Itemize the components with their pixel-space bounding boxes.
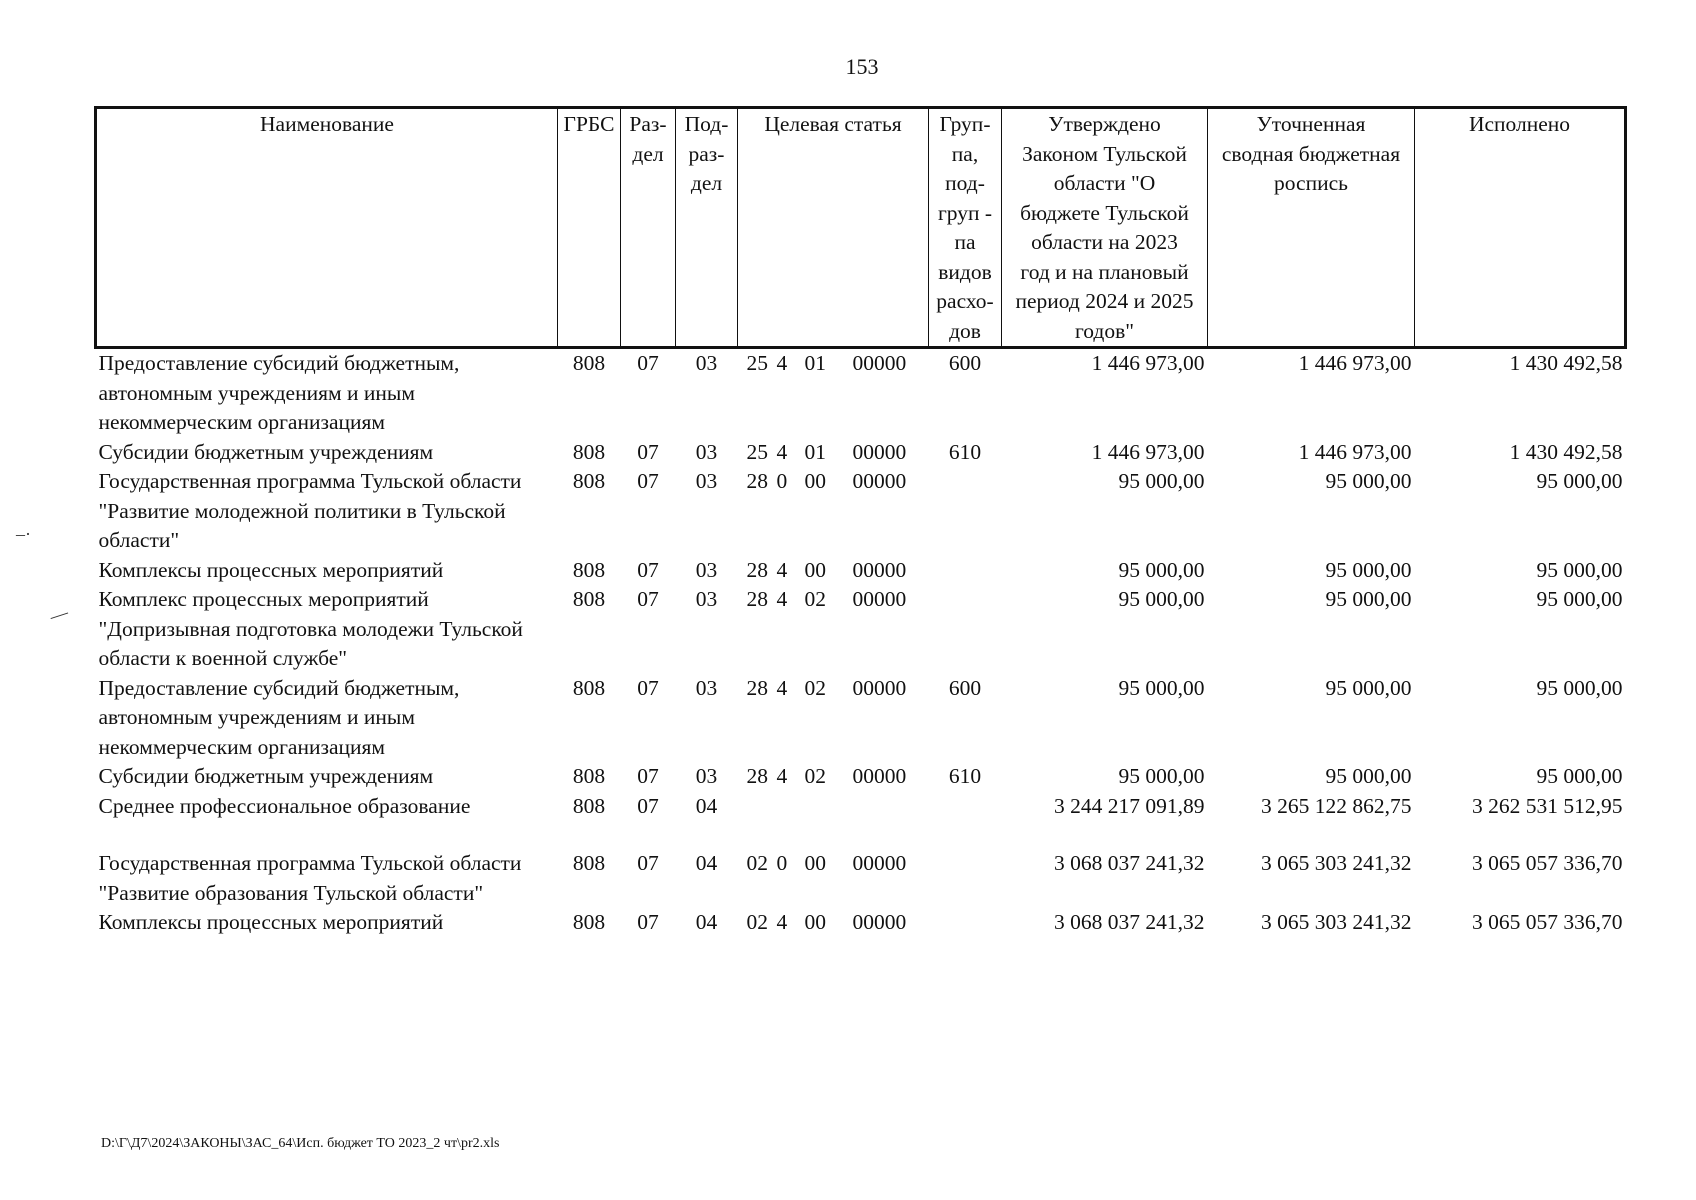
row-executed: 3 262 531 512,95 <box>1472 793 1623 818</box>
row-executed: 95 000,00 <box>1536 557 1623 582</box>
row-group <box>929 556 1002 586</box>
row-podrazdel: 03 <box>695 557 718 582</box>
row-article <box>738 792 929 850</box>
row-podrazdel: 04 <box>695 793 718 818</box>
article-part-a3: 02 <box>804 587 826 611</box>
row-razdel: 07 <box>637 764 659 788</box>
row-executed: 1 430 492,58 <box>1509 351 1623 375</box>
article-part-a1: 28 <box>746 557 768 582</box>
row-grbs: 808 <box>572 851 606 875</box>
row-executed: 3 065 057 336,70 <box>1472 910 1623 934</box>
row-razdel: 07 <box>637 469 659 493</box>
row-article <box>738 438 929 468</box>
article-part-a4: 00000 <box>852 557 907 582</box>
row-approved: 1 446 973,00 <box>1091 351 1205 375</box>
file-path: D:\Г\Д7\2024\ЗАКОНЫ\ЗАС_64\Исп. бюджет ТО 2023_2 чт\pr2.xls <box>101 1136 500 1151</box>
row-refined: 1 446 973,00 <box>1298 439 1412 464</box>
article-part-a2: 0 <box>776 469 788 493</box>
table-row <box>96 467 1626 556</box>
header-approved: Утверждено Законом Тульской области "О бюджете Тульской области на 2023 год и на плановый период 2024 и 2025 годов" <box>1002 108 1208 348</box>
row-grbs: 808 <box>572 351 606 375</box>
article-part-a4: 00000 <box>852 764 907 788</box>
row-name: Субсидии бюджетным учреждениям <box>98 764 434 788</box>
article-part-a4: 00000 <box>852 675 907 700</box>
article-part-a2: 4 <box>776 587 788 611</box>
article-part-a4: 00000 <box>852 851 907 875</box>
header-razdel: Раз- дел <box>621 108 676 348</box>
row-razdel: 07 <box>637 851 659 875</box>
header-group: Груп- па, под- груп - па видов расхо- дов <box>929 108 1002 348</box>
article-part-a4: 00000 <box>852 439 907 464</box>
row-executed: 95 000,00 <box>1536 587 1623 611</box>
row-podrazdel: 04 <box>695 910 718 934</box>
article-part-a2: 4 <box>776 675 788 700</box>
row-grbs: 808 <box>572 675 606 700</box>
article-part-a3: 02 <box>804 764 826 788</box>
row-refined: 3 065 303 241,32 <box>1261 851 1412 875</box>
row-executed: 1 430 492,58 <box>1509 439 1623 464</box>
row-article <box>738 585 929 674</box>
row-refined: 3 065 303 241,32 <box>1261 910 1412 934</box>
article-part-a2: 0 <box>776 851 788 875</box>
article-part-a4: 00000 <box>852 587 907 611</box>
row-name: Комплексы процессных мероприятий <box>98 910 444 934</box>
row-refined: 95 000,00 <box>1325 557 1412 582</box>
row-group <box>929 792 1002 850</box>
article-part-a1: 02 <box>746 851 768 875</box>
header-grbs: ГРБС <box>558 108 621 348</box>
row-razdel: 07 <box>637 351 659 375</box>
article-part-a3: 01 <box>804 439 826 464</box>
row-razdel: 07 <box>637 557 659 582</box>
row-group: 600 <box>948 351 982 375</box>
row-grbs: 808 <box>572 439 606 464</box>
article-part-a3: 02 <box>804 675 826 700</box>
row-razdel: 07 <box>637 439 659 464</box>
article-part-a2: 4 <box>776 439 788 464</box>
table-row <box>96 585 1626 674</box>
table-row <box>96 674 1626 763</box>
row-name: Предоставление субсидий бюджетным, автономным учреждениям и иным некоммерческим организациям <box>98 675 460 759</box>
row-name: Предоставление субсидий бюджетным, автономным учреждениям и иным некоммерческим организациям <box>98 351 460 434</box>
article-part-a1: 25 <box>746 351 768 375</box>
article-part-a2: 4 <box>776 351 788 375</box>
row-podrazdel: 03 <box>695 351 718 375</box>
row-approved: 3 244 217 091,89 <box>1054 793 1205 818</box>
row-podrazdel: 03 <box>695 439 718 464</box>
row-article <box>738 556 929 586</box>
row-name: Комплексы процессных мероприятий <box>98 557 444 582</box>
row-refined: 95 000,00 <box>1325 587 1412 611</box>
article-part-a3: 01 <box>804 351 826 375</box>
article-part-a3: 00 <box>804 851 826 875</box>
article-part-a4: 00000 <box>852 910 907 934</box>
article-part-a1: 28 <box>746 764 768 788</box>
header-refined: Уточненная сводная бюджетная роспись <box>1208 108 1415 348</box>
table-row <box>96 849 1626 908</box>
article-part-a1: 25 <box>746 439 768 464</box>
row-razdel: 07 <box>637 910 659 934</box>
row-approved: 95 000,00 <box>1118 587 1205 611</box>
row-group: 600 <box>948 675 982 700</box>
row-refined: 3 265 122 862,75 <box>1261 793 1412 818</box>
row-grbs: 808 <box>572 764 606 788</box>
row-name: Среднее профессиональное образование <box>98 793 471 818</box>
row-grbs: 808 <box>572 910 606 934</box>
article-part-a4: 00000 <box>852 469 907 493</box>
row-grbs: 808 <box>572 557 606 582</box>
table-row <box>96 438 1626 468</box>
margin-mark: –· <box>16 524 31 544</box>
header-executed: Исполнено <box>1415 108 1626 348</box>
row-article <box>738 908 929 938</box>
row-group <box>929 467 1002 556</box>
row-group: 610 <box>948 439 982 464</box>
row-refined: 95 000,00 <box>1325 675 1412 700</box>
row-group <box>929 908 1002 938</box>
table-row <box>96 908 1626 938</box>
article-part-a2: 4 <box>776 764 788 788</box>
row-razdel: 07 <box>637 675 659 700</box>
row-approved: 95 000,00 <box>1118 675 1205 700</box>
row-approved: 95 000,00 <box>1118 469 1205 493</box>
article-part-a1: 28 <box>746 587 768 611</box>
row-razdel: 07 <box>637 793 659 818</box>
margin-mark: — <box>47 601 71 627</box>
row-name: Государственная программа Тульской области "Развитие молодежной политики в Тульской области" <box>98 469 522 552</box>
row-group <box>929 849 1002 908</box>
row-refined: 95 000,00 <box>1325 764 1412 788</box>
article-part-a1: 28 <box>746 675 768 700</box>
header-article: Целевая статья <box>738 108 929 348</box>
row-approved: 95 000,00 <box>1118 764 1205 788</box>
table-body <box>96 348 1626 938</box>
row-article <box>738 849 929 908</box>
article-part-a2: 4 <box>776 910 788 934</box>
table-row <box>96 348 1626 438</box>
row-grbs: 808 <box>572 793 606 818</box>
article-part-a2: 4 <box>776 557 788 582</box>
row-approved: 95 000,00 <box>1118 557 1205 582</box>
table-header <box>96 108 1626 348</box>
row-name: Субсидии бюджетным учреждениям <box>98 439 434 464</box>
row-name: Комплекс процессных мероприятий "Допризывная подготовка молодежи Тульской области к военной службе" <box>98 587 523 670</box>
row-executed: 95 000,00 <box>1536 469 1623 493</box>
article-part-a4: 00000 <box>852 351 907 375</box>
row-podrazdel: 03 <box>695 469 718 493</box>
article-part-a3: 00 <box>804 557 826 582</box>
header-name: Наименование <box>96 108 558 348</box>
article-part-a1: 02 <box>746 910 768 934</box>
budget-table <box>94 106 1627 938</box>
row-article <box>738 762 929 792</box>
row-approved: 3 068 037 241,32 <box>1054 910 1205 934</box>
table-row <box>96 556 1626 586</box>
row-razdel: 07 <box>637 587 659 611</box>
row-podrazdel: 03 <box>695 764 718 788</box>
row-approved: 1 446 973,00 <box>1091 439 1205 464</box>
article-part-a3: 00 <box>804 469 826 493</box>
page-number: 153 <box>845 54 879 79</box>
row-article <box>738 348 929 438</box>
row-article <box>738 674 929 763</box>
row-grbs: 808 <box>572 587 606 611</box>
row-podrazdel: 03 <box>695 587 718 611</box>
row-name: Государственная программа Тульской области "Развитие образования Тульской области" <box>98 851 522 905</box>
row-group <box>929 585 1002 674</box>
article-part-a1: 28 <box>746 469 768 493</box>
row-group: 610 <box>948 764 982 788</box>
row-refined: 95 000,00 <box>1325 469 1412 493</box>
row-podrazdel: 04 <box>695 851 718 875</box>
table-row <box>96 792 1626 850</box>
row-podrazdel: 03 <box>695 675 718 700</box>
row-article <box>738 467 929 556</box>
article-part-a3: 00 <box>804 910 826 934</box>
row-approved: 3 068 037 241,32 <box>1054 851 1205 875</box>
header-podrazdel: Под- раз- дел <box>676 108 738 348</box>
row-grbs: 808 <box>572 469 606 493</box>
row-executed: 95 000,00 <box>1536 675 1623 700</box>
table-row <box>96 762 1626 792</box>
row-executed: 3 065 057 336,70 <box>1472 851 1623 875</box>
row-executed: 95 000,00 <box>1536 764 1623 788</box>
row-refined: 1 446 973,00 <box>1298 351 1412 375</box>
